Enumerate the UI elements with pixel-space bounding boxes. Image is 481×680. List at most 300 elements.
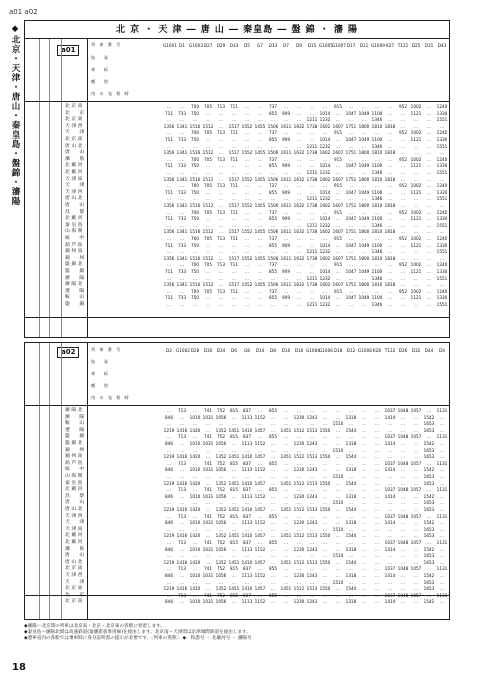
time-cell: … [439, 421, 445, 427]
time-cell: … [231, 269, 237, 274]
time-cell: … [205, 559, 211, 565]
time-cell: … [231, 137, 237, 142]
time-cell: 1352 [215, 533, 227, 539]
time-cell: … [374, 586, 380, 592]
time-cell: … [439, 454, 445, 460]
time-cell: … [283, 493, 289, 499]
time-cell: 1031 [202, 441, 214, 446]
time-cell: 1602 [319, 282, 331, 288]
time-cell: 1451 [228, 454, 240, 460]
time-cell: … [400, 163, 406, 169]
time-cell: 1653 [423, 553, 435, 559]
time-cell: … [270, 599, 276, 605]
time-cell: … [361, 421, 367, 427]
station-name: 唐 山 [65, 150, 85, 156]
time-cell: 1457 [254, 586, 266, 592]
time-cell: 1414 [384, 546, 396, 552]
time-cell: 855 [269, 295, 277, 301]
time-cell: … [244, 143, 250, 149]
time-cell: … [322, 209, 328, 215]
time-cell: 1152 [254, 546, 266, 552]
time-cell: … [374, 553, 380, 559]
time-cell: … [179, 275, 185, 281]
time-cell: … [166, 408, 172, 413]
time-cell: 1510 [332, 500, 344, 506]
time-cell: … [413, 526, 419, 532]
time-cell: … [322, 408, 328, 413]
time-cell: 1356 [163, 150, 175, 156]
time-cell: … [296, 183, 302, 189]
time-cell: … [218, 269, 224, 274]
time-cell: … [348, 143, 354, 149]
time-cell: 1057 [410, 513, 422, 519]
time-cell: … [270, 507, 276, 512]
time-cell: … [400, 553, 406, 559]
time-cell: 1048 [397, 408, 409, 413]
time-cell: … [361, 540, 367, 545]
time-cell: 1010 [189, 414, 201, 420]
time-cell: … [283, 249, 289, 255]
time-grid [163, 104, 449, 316]
time-cell: … [231, 302, 237, 307]
time-cell: … [400, 599, 406, 605]
time-cell: … [309, 242, 315, 248]
time-cell: 711 [165, 110, 173, 116]
time-cell: … [231, 242, 237, 248]
time-cell: 1049 [358, 269, 370, 274]
time-cell: 952 [399, 183, 407, 189]
time-cell: … [361, 553, 367, 559]
time-cell: … [231, 467, 237, 473]
time-cell: … [387, 553, 393, 559]
time-cell: … [439, 559, 445, 565]
time-cell: … [231, 117, 237, 123]
time-cell: … [361, 579, 367, 585]
time-cell: … [400, 533, 406, 539]
time-cell: … [322, 236, 328, 241]
time-cell: … [387, 117, 393, 123]
time-cell: 1751 [345, 176, 357, 182]
time-cell: 752 [217, 487, 225, 493]
time-cell: … [166, 209, 172, 215]
time-cell: 1611 [280, 203, 292, 208]
time-cell: 713 [178, 408, 186, 413]
time-cell: 1550 [319, 559, 331, 565]
time-cell: … [166, 262, 172, 268]
time-cell: … [257, 222, 263, 228]
time-cell: … [192, 526, 198, 532]
time-cell: 1341 [176, 176, 188, 182]
time-cell: … [283, 117, 289, 123]
time-cell: … [400, 110, 406, 116]
time-cell: … [439, 599, 445, 605]
time-cell: … [335, 460, 341, 466]
time-cell: … [309, 163, 315, 169]
footnotes [24, 624, 450, 642]
time-cell: 713 [178, 566, 186, 572]
time-cell: 1602 [319, 229, 331, 235]
time-cell: … [179, 546, 185, 552]
time-cell: … [179, 130, 185, 136]
time-cell: … [231, 196, 237, 202]
time-cell: 1219 [163, 507, 175, 512]
time-cell: … [361, 467, 367, 473]
time-cell: 711 [165, 242, 173, 248]
time-cell: 1131 [436, 513, 448, 519]
time-cell: 1211 [306, 196, 318, 202]
station-name: 盤 錦 北 [65, 262, 83, 268]
time-cell: 705 [204, 288, 212, 294]
time-cell: 752 [217, 592, 225, 598]
time-cell: … [309, 269, 315, 274]
time-cell: 1800 [358, 229, 370, 235]
time-cell: … [348, 288, 354, 294]
time-cell: … [348, 408, 354, 413]
time-cell: 1457 [254, 507, 266, 512]
time-cell: 1420 [189, 507, 201, 512]
time-cell: … [244, 275, 250, 281]
time-cell: … [257, 526, 263, 532]
time-cell: … [335, 408, 341, 413]
time-cell: … [322, 262, 328, 268]
time-cell: … [296, 553, 302, 559]
header-train-number-label: 列 車 番 号 [91, 347, 121, 352]
time-cell: 1346 [371, 302, 383, 307]
time-cell: 1113 [241, 414, 253, 420]
time-cell: 846 [165, 441, 173, 446]
time-cell: 952 [399, 209, 407, 215]
time-cell: … [426, 156, 432, 162]
header-origin-label: 始 発 [91, 359, 108, 364]
time-cell: 815 [230, 434, 238, 440]
time-cell: 846 [165, 573, 173, 578]
time-cell: 1219 [163, 480, 175, 486]
time-cell: 1131 [436, 487, 448, 493]
time-cell: 952 [399, 288, 407, 294]
time-cell: … [426, 540, 432, 545]
time-cell: … [400, 573, 406, 578]
time-cell: 1240 [436, 209, 448, 215]
time-cell: … [179, 183, 185, 189]
time-cell: … [244, 117, 250, 123]
time-cell: … [296, 408, 302, 413]
time-cell: … [413, 203, 419, 208]
train-number: D10 [281, 348, 291, 353]
timetable-panel-a02 [24, 342, 450, 620]
time-cell: … [400, 143, 406, 149]
time-cell: … [413, 117, 419, 123]
time-cell: … [348, 474, 354, 479]
time-cell: 1037 [384, 566, 396, 572]
time-cell: … [231, 520, 237, 526]
time-cell: … [322, 414, 328, 420]
time-cell: … [257, 216, 263, 222]
station-name: 天 津 [65, 183, 85, 189]
time-cell: … [374, 408, 380, 413]
time-cell: … [166, 460, 172, 466]
time-cell: 1552 [241, 123, 253, 129]
train-number: G1005 [319, 43, 333, 48]
time-cell: 1551 [436, 117, 448, 123]
divider [39, 39, 40, 337]
time-cell: … [426, 189, 432, 195]
time-cell: 1653 [423, 586, 435, 592]
time-cell: 1510 [332, 526, 344, 532]
train-number: D17 [346, 43, 356, 48]
time-cell: … [218, 302, 224, 307]
train-number: T122 [384, 348, 396, 353]
time-cell: … [192, 302, 198, 307]
time-cell: 1607 [332, 282, 344, 288]
time-cell: 815 [230, 540, 238, 545]
station-name: 北 京 東 [65, 117, 83, 123]
time-cell: … [348, 196, 354, 202]
station-name: 天 津 西 [65, 573, 83, 578]
time-cell: 1542 [423, 520, 435, 526]
time-cell: 1056 [215, 546, 227, 552]
time-cell: … [322, 183, 328, 189]
time-cell: 1512 [293, 480, 305, 486]
time-cell: 741 [204, 592, 212, 598]
time-cell: … [374, 573, 380, 578]
time-cell: 1330 [436, 269, 448, 274]
time-cell: … [283, 566, 289, 572]
time-cell: … [348, 275, 354, 281]
time-cell: 1346 [371, 170, 383, 175]
time-cell: … [296, 216, 302, 222]
time-cell: 915 [334, 288, 342, 294]
time-cell: 1416 [176, 533, 188, 539]
time-cell: 855 [269, 216, 277, 222]
time-cell: … [374, 513, 380, 519]
time-cell: 909 [282, 269, 290, 274]
train-number: D44 [424, 348, 434, 353]
time-cell: 750 [191, 295, 199, 301]
time-cell: 1031 [202, 414, 214, 420]
time-cell: … [322, 540, 328, 545]
time-cell: … [244, 222, 250, 228]
timetable-panel-a01 [24, 20, 450, 338]
time-cell: … [361, 533, 367, 539]
time-cell: … [218, 447, 224, 453]
time-cell: 1653 [423, 533, 435, 539]
time-cell: 1451 [280, 533, 292, 539]
time-cell: 1506 [267, 176, 279, 182]
time-cell: 1457 [254, 480, 266, 486]
time-cell: … [361, 441, 367, 446]
time-cell: … [205, 110, 211, 116]
time-cell: 1243 [306, 573, 318, 578]
time-cell: … [283, 553, 289, 559]
time-cell: … [283, 447, 289, 453]
time-cell: 1211 [306, 222, 318, 228]
time-cell: 1510 [332, 474, 344, 479]
time-cell: … [374, 467, 380, 473]
time-cell: … [296, 104, 302, 109]
time-cell: … [374, 500, 380, 506]
time-cell: 1451 [280, 427, 292, 433]
time-cell: … [166, 500, 172, 506]
time-cell: … [270, 222, 276, 228]
time-cell: 1544 [345, 559, 357, 565]
time-cell: 1451 [280, 454, 292, 460]
time-cell: … [205, 170, 211, 175]
time-cell: … [205, 269, 211, 274]
time-cell: 1512 [202, 150, 214, 156]
page-number: 18 [12, 662, 26, 673]
time-cell: … [335, 170, 341, 175]
time-cell: … [192, 117, 198, 123]
time-cell: … [439, 500, 445, 506]
time-cell: 915 [334, 209, 342, 215]
time-cell: … [387, 249, 393, 255]
time-cell: 1632 [293, 229, 305, 235]
time-cell: 750 [191, 189, 199, 195]
time-cell: 915 [334, 183, 342, 189]
time-cell: … [270, 249, 276, 255]
time-cell: 1552 [241, 255, 253, 261]
time-cell: 846 [165, 467, 173, 473]
time-cell: … [348, 222, 354, 228]
time-cell: 1653 [423, 579, 435, 585]
time-cell: 1047 [345, 269, 357, 274]
time-cell: 711 [230, 262, 238, 268]
time-cell: … [270, 480, 276, 486]
time-cell: … [374, 434, 380, 440]
time-cell: … [322, 288, 328, 294]
time-cell: … [257, 183, 263, 189]
time-cell: 1211 [306, 170, 318, 175]
time-cell: … [166, 447, 172, 453]
time-cell: 1341 [176, 150, 188, 156]
time-cell: 1219 [163, 586, 175, 592]
time-cell: 713 [217, 288, 225, 294]
time-cell: 855 [269, 189, 277, 195]
time-cell: … [439, 441, 445, 446]
time-cell: … [335, 163, 341, 169]
time-cell: … [400, 170, 406, 175]
time-cell: … [309, 110, 315, 116]
time-cell: … [387, 242, 393, 248]
time-cell: 1243 [306, 414, 318, 420]
time-cell: … [426, 434, 432, 440]
time-cell: 1100 [371, 137, 383, 142]
time-cell: 1232 [319, 249, 331, 255]
time-cell: … [348, 183, 354, 189]
time-cell: 737 [269, 262, 277, 268]
time-cell: … [309, 421, 315, 427]
time-cell: … [361, 520, 367, 526]
time-cell: … [179, 579, 185, 585]
time-cell: 1607 [332, 123, 344, 129]
time-cell: 1738 [306, 150, 318, 156]
train-number: D15 [307, 43, 317, 48]
time-cell: 1800 [358, 282, 370, 288]
time-cell: 711 [165, 269, 173, 274]
time-cell: 737 [269, 209, 277, 215]
time-cell: 1810 [371, 255, 383, 261]
time-cell: … [257, 288, 263, 294]
time-cell: 1512 [293, 427, 305, 433]
time-cell: … [400, 117, 406, 123]
time-cell: … [413, 150, 419, 156]
time-cell: … [413, 249, 419, 255]
time-cell: 1416 [176, 507, 188, 512]
time-cell: … [361, 500, 367, 506]
time-cell: 1243 [306, 520, 318, 526]
time-cell: … [439, 282, 445, 288]
time-cell: 752 [217, 513, 225, 519]
time-cell: … [413, 467, 419, 473]
time-cell: 1516 [189, 176, 201, 182]
time-cell: … [179, 553, 185, 559]
time-cell: 1451 [280, 559, 292, 565]
time-cell: 713 [217, 262, 225, 268]
time-cell: … [283, 130, 289, 136]
time-cell: … [322, 460, 328, 466]
time-cell: … [361, 170, 367, 175]
time-cell: 1653 [423, 526, 435, 532]
time-cell: … [348, 130, 354, 136]
time-cell: … [205, 137, 211, 142]
station-name: 秦 皇 島 [65, 222, 83, 228]
time-cell: … [348, 592, 354, 598]
time-cell: 1014 [319, 216, 331, 222]
time-cell: … [205, 143, 211, 149]
time-cell: 846 [165, 493, 173, 499]
time-cell: 705 [204, 262, 212, 268]
time-cell: … [257, 460, 263, 466]
time-cell: 1611 [280, 150, 292, 156]
time-cell: … [400, 493, 406, 499]
time-cell: … [205, 189, 211, 195]
time-cell: … [426, 249, 432, 255]
time-cell: 1031 [202, 493, 214, 499]
time-cell: 1414 [384, 467, 396, 473]
time-cell: … [166, 104, 172, 109]
time-cell: … [179, 249, 185, 255]
time-cell: … [348, 434, 354, 440]
time-cell: 855 [269, 513, 277, 519]
time-cell: … [309, 262, 315, 268]
time-cell: 1607 [332, 229, 344, 235]
time-cell: … [413, 302, 419, 307]
time-cell: … [413, 586, 419, 592]
time-cell: … [192, 222, 198, 228]
time-cell: … [387, 262, 393, 268]
time-cell: 855 [269, 110, 277, 116]
time-cell: 1510 [332, 447, 344, 453]
train-number: G1004 [306, 348, 320, 353]
time-cell: … [361, 302, 367, 307]
time-cell: 700 [191, 156, 199, 162]
time-cell: … [218, 137, 224, 142]
time-cell: … [348, 553, 354, 559]
time-cell: … [218, 163, 224, 169]
time-cell: … [218, 255, 224, 261]
time-cell: 1356 [163, 123, 175, 129]
time-cell: … [348, 209, 354, 215]
time-cell: … [296, 579, 302, 585]
time-cell: … [231, 526, 237, 532]
time-cell: … [179, 236, 185, 241]
time-cell: … [166, 117, 172, 123]
time-cell: … [270, 196, 276, 202]
time-cell: … [426, 255, 432, 261]
time-cell: 1551 [436, 302, 448, 307]
time-cell: 1544 [345, 586, 357, 592]
time-cell: … [374, 540, 380, 545]
